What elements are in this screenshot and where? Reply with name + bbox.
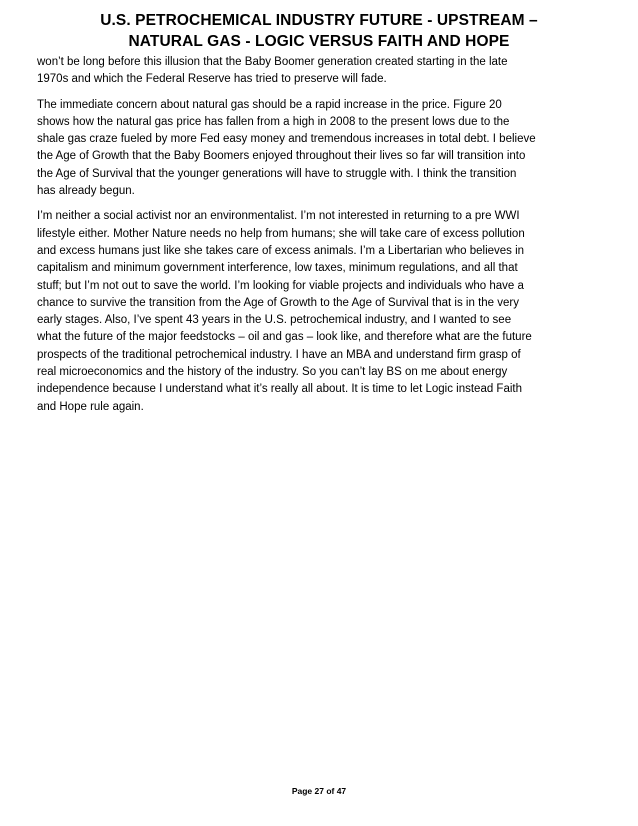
text-line: and excess humans just like she takes care of excess animals. I’m a Libertarian who believes in: [37, 244, 525, 257]
text-line: has already begun.: [37, 185, 135, 198]
text-line: chance to survive the transition from the Age of Growth to the Age of Survival that is in the very: [37, 296, 519, 309]
text-line: stuff; but I’m not out to save the world. I’m looking for viable projects and individuals who have a: [37, 279, 524, 292]
page-number: Page 27 of 47: [291, 786, 347, 796]
text-line: the Age of Growth that the Baby Boomers enjoyed throughout their lives so far will transition into: [37, 150, 526, 163]
text-line: and Hope rule again.: [37, 400, 144, 413]
text-line: The immediate concern about natural gas should be a rapid increase in the price. Figure 20: [37, 98, 502, 111]
text-line: independence because I understand what it’s really all about. It is time to let Logic instead Faith: [37, 383, 522, 396]
text-line: real microeconomics and the history of the industry. So you can’t lay BS on me about energy: [37, 366, 508, 379]
text-line: won’t be long before this illusion that the Baby Boomer generation created starting in the late: [37, 56, 508, 68]
text-line: 1970s and which the Federal Reserve has tried to preserve will fade.: [37, 73, 387, 86]
page-title-line: NATURAL GAS - LOGIC VERSUS FAITH AND HOPE: [128, 33, 510, 50]
text-line: shows how the natural gas price has fallen from a high in 2008 to the present lows due to the: [37, 115, 510, 128]
text-line: lifestyle either. Mother Nature needs no help from humans; she will take care of excess pollution: [37, 227, 525, 240]
text-line: I’m neither a social activist nor an environmentalist. I’m not interested in returning to a pre WWI: [37, 210, 520, 223]
text-line: early stages. Also, I’ve spent 43 years in the U.S. petrochemical industry, and I wanted to see: [37, 314, 512, 327]
text-line: shale gas craze fueled by more Fed easy money and tremendous increases in total debt. I believe: [37, 133, 536, 146]
text-line: capitalism and minimum government interference, low taxes, minimum regulations, and all that: [37, 262, 518, 275]
paragraph-price-concern: [37, 97, 607, 201]
page-title-line: U.S. PETROCHEMICAL INDUSTRY FUTURE - UPSTREAM –: [100, 12, 538, 29]
paragraph-intro: [37, 54, 607, 89]
document-body: [37, 54, 607, 424]
text-line: what the future of the major feedstocks – oil and gas – look like, and therefore what are the future: [37, 331, 532, 344]
text-line: prospects of the traditional petrochemical industry. I have an MBA and understand firm grasp of: [37, 348, 521, 361]
paragraph-author-stance: [37, 208, 607, 416]
text-line: the Age of Survival that the younger generations will have to struggle with. I think the transition: [37, 167, 517, 180]
page-title: [30, 10, 608, 52]
